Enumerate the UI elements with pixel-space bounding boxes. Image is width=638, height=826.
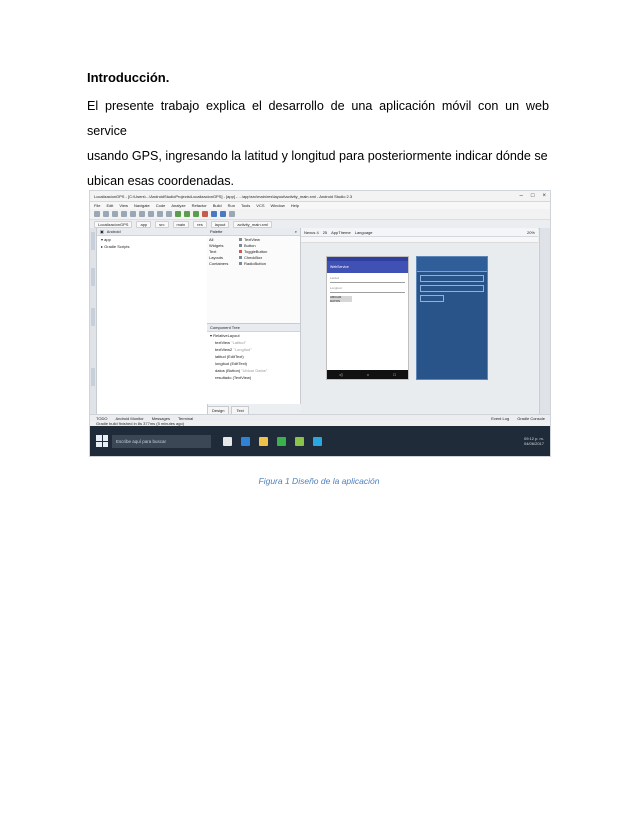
- tree-node: resultado (TextView): [215, 375, 252, 380]
- avd-manager-icon: [220, 211, 226, 217]
- window-titlebar: [90, 191, 550, 202]
- favorites-tool-tab: [91, 368, 95, 386]
- blueprint-header: [417, 257, 487, 272]
- palette-header: [207, 228, 300, 236]
- language-selector: Language: [354, 229, 373, 235]
- palette-item: RadioButton: [237, 261, 269, 267]
- android-monitor-tab: Android Monitor: [115, 416, 144, 421]
- tab-design: Design: [207, 406, 229, 415]
- menu-tools: Tools: [240, 203, 251, 208]
- menu-bar: [90, 202, 550, 209]
- section-heading: Introducción.: [87, 70, 170, 85]
- ubicar-button: UBICAR DATOS: [330, 296, 352, 302]
- event-log-tab: Event Log: [491, 416, 510, 421]
- palette-item: CheckBox: [237, 255, 269, 261]
- blueprint-box: [420, 285, 484, 292]
- sync-icon: [112, 211, 118, 217]
- tab-text: Text: [231, 406, 248, 415]
- mic-icon: [223, 437, 232, 446]
- palette-categories: [207, 236, 237, 267]
- menu-run: Run: [227, 203, 235, 208]
- breadcrumb-item: src: [155, 221, 168, 228]
- palette-category: Containers: [209, 261, 229, 267]
- ruler: [301, 237, 538, 243]
- palette-panel: [207, 228, 301, 323]
- tree-item-gradle: ▸ Gradle Scripts: [101, 244, 130, 249]
- paste-icon: [157, 211, 163, 217]
- recents-icon: □: [393, 372, 396, 377]
- blueprint-box: [420, 295, 444, 302]
- menu-window: Window: [270, 203, 285, 208]
- store-icon: [313, 437, 322, 446]
- menu-navigate: Navigate: [133, 203, 150, 208]
- copy-icon: [148, 211, 154, 217]
- breadcrumb-item: activity_main.xml: [233, 221, 271, 228]
- file-explorer-icon: [259, 437, 268, 446]
- android-icon: ▣: [100, 229, 104, 234]
- stop-icon: [202, 211, 208, 217]
- palette-item: ToggleButton: [237, 248, 269, 254]
- ide-toolbar: [90, 209, 550, 220]
- checkbox-icon: [239, 256, 242, 259]
- build-icon: [175, 211, 181, 217]
- chrome-icon: [277, 437, 286, 446]
- captures-tool-tab: [91, 308, 95, 326]
- taskbar-apps: [223, 437, 322, 446]
- sdk-manager-icon: [211, 211, 217, 217]
- back-icon: ◁: [339, 372, 343, 377]
- system-tray: [524, 436, 550, 446]
- window-title: LocalizacionGPS - [C:\Users\...\AndroidStudioProjects\LocalizacionGPS] - [app] - ...\app\src\main\res\layout\activity_main.xml - Android Studio 2.3: [94, 193, 353, 199]
- tree-node: textView "Latitud": [215, 340, 247, 345]
- paragraph-line: ubican esas coordenadas.: [87, 174, 235, 188]
- theme-selector: AppTheme: [331, 229, 351, 235]
- device-selector: Nexus 4: [304, 229, 319, 235]
- project-panel-header: [97, 228, 207, 236]
- palette-category: All: [209, 236, 214, 242]
- ide-workspace: [90, 228, 550, 426]
- left-tool-strip: [90, 228, 97, 426]
- palette-item: TextView: [237, 236, 269, 242]
- gradle-status: Gradle build finished in 8s 377ms (5 minutes ago): [90, 421, 551, 426]
- tree-node: datos (Button) "Ubicar Datos": [215, 368, 268, 373]
- tree-node: longitud (EditText): [215, 361, 248, 366]
- breadcrumb-item: LocalizacionGPS: [94, 221, 132, 228]
- redo-icon: [130, 211, 136, 217]
- minimize-icon: –: [519, 193, 523, 199]
- todo-tab: TODO: [96, 416, 108, 421]
- palette-items: [237, 236, 269, 267]
- blueprint-box: [420, 275, 484, 282]
- menu-code: Code: [155, 203, 166, 208]
- menu-file: File: [94, 203, 101, 208]
- home-icon: ○: [366, 372, 370, 377]
- palette-search-icon: ⌕: [294, 229, 297, 234]
- breadcrumb-item: main: [173, 221, 190, 228]
- design-surface: [301, 228, 538, 413]
- windows-start-icon: [96, 435, 108, 447]
- android-studio-screenshot: [89, 190, 551, 457]
- palette-category: Text: [209, 248, 217, 254]
- tree-node: latitud (EditText): [215, 354, 244, 359]
- component-tree-header: [207, 324, 300, 332]
- project-tool-tab: [91, 232, 95, 250]
- android-studio-icon: [295, 437, 304, 446]
- terminal-tab: Terminal: [177, 416, 194, 421]
- component-tree-title: Component Tree: [210, 325, 240, 330]
- find-icon: [166, 211, 172, 217]
- palette-title: Palette: [210, 229, 223, 234]
- project-view-selector: Android: [106, 229, 121, 234]
- save-icon: [103, 211, 109, 217]
- taskbar-search: Escribe aquí para buscar: [112, 435, 211, 448]
- menu-view: View: [119, 203, 128, 208]
- component-tree: [207, 332, 300, 381]
- menu-build: Build: [212, 203, 222, 208]
- figure-caption: Figura 1 Diseño de la aplicación: [258, 476, 380, 486]
- project-panel: [97, 228, 208, 426]
- paragraph-line: usando GPS, ingresando la latitud y longitud para posteriormente indicar dónde se: [87, 149, 548, 163]
- design-toolbar: [301, 228, 538, 237]
- windows-taskbar: [90, 426, 550, 456]
- menu-help: Help: [290, 203, 299, 208]
- palette-item: Button: [237, 242, 269, 248]
- phone-app-bar: WebService: [327, 261, 408, 273]
- messages-tab: Messages: [151, 416, 170, 421]
- structure-tool-tab: [91, 268, 95, 286]
- toggle-icon: [239, 250, 242, 253]
- open-icon: [94, 211, 100, 217]
- phone-nav-bar: [327, 370, 408, 379]
- menu-refactor: Refactor: [191, 203, 207, 208]
- longitud-field: Longitud: [330, 286, 405, 293]
- window-controls: [520, 193, 546, 199]
- breadcrumb-item: app: [136, 221, 151, 228]
- api-selector: 25: [322, 229, 328, 235]
- menu-analyze: Analyze: [171, 203, 186, 208]
- clock-date: 04/06/2017: [523, 441, 544, 446]
- palette-category: Widgets: [209, 242, 224, 248]
- tree-item-app: ▾ app: [101, 237, 111, 242]
- task-view-icon: [241, 437, 250, 446]
- gradle-console-tab: Gradle Console: [517, 416, 545, 421]
- blueprint-preview: [416, 256, 488, 380]
- breadcrumb-item: layout: [211, 221, 230, 228]
- close-icon: ×: [542, 193, 546, 199]
- intro-paragraph: [87, 94, 549, 194]
- menu-vcs: VCS: [256, 203, 265, 208]
- breadcrumb-item: res: [193, 221, 207, 228]
- tree-node: textView2 "Longitud": [215, 347, 252, 352]
- menu-edit: Edit: [106, 203, 114, 208]
- clock-time: 09:12 p. m.: [523, 436, 544, 441]
- radio-icon: [239, 262, 242, 265]
- latitud-field: Latitud: [330, 276, 405, 283]
- component-tree-panel: [207, 323, 301, 404]
- help-icon: [229, 211, 235, 217]
- tree-node: ▾ RelativeLayout: [210, 333, 240, 338]
- paragraph-line: El presente trabajo explica el desarrollo de una aplicación móvil con un web service: [87, 99, 549, 138]
- phone-preview: [326, 256, 409, 380]
- properties-strip: [539, 228, 551, 426]
- undo-icon: [121, 211, 127, 217]
- button-icon: [239, 244, 242, 247]
- debug-icon: [193, 211, 199, 217]
- textview-icon: [239, 238, 242, 241]
- zoom-level: 20%: [526, 229, 535, 235]
- cut-icon: [139, 211, 145, 217]
- palette-category: Layouts: [209, 255, 224, 261]
- maximize-icon: □: [530, 193, 535, 199]
- run-icon: [184, 211, 190, 217]
